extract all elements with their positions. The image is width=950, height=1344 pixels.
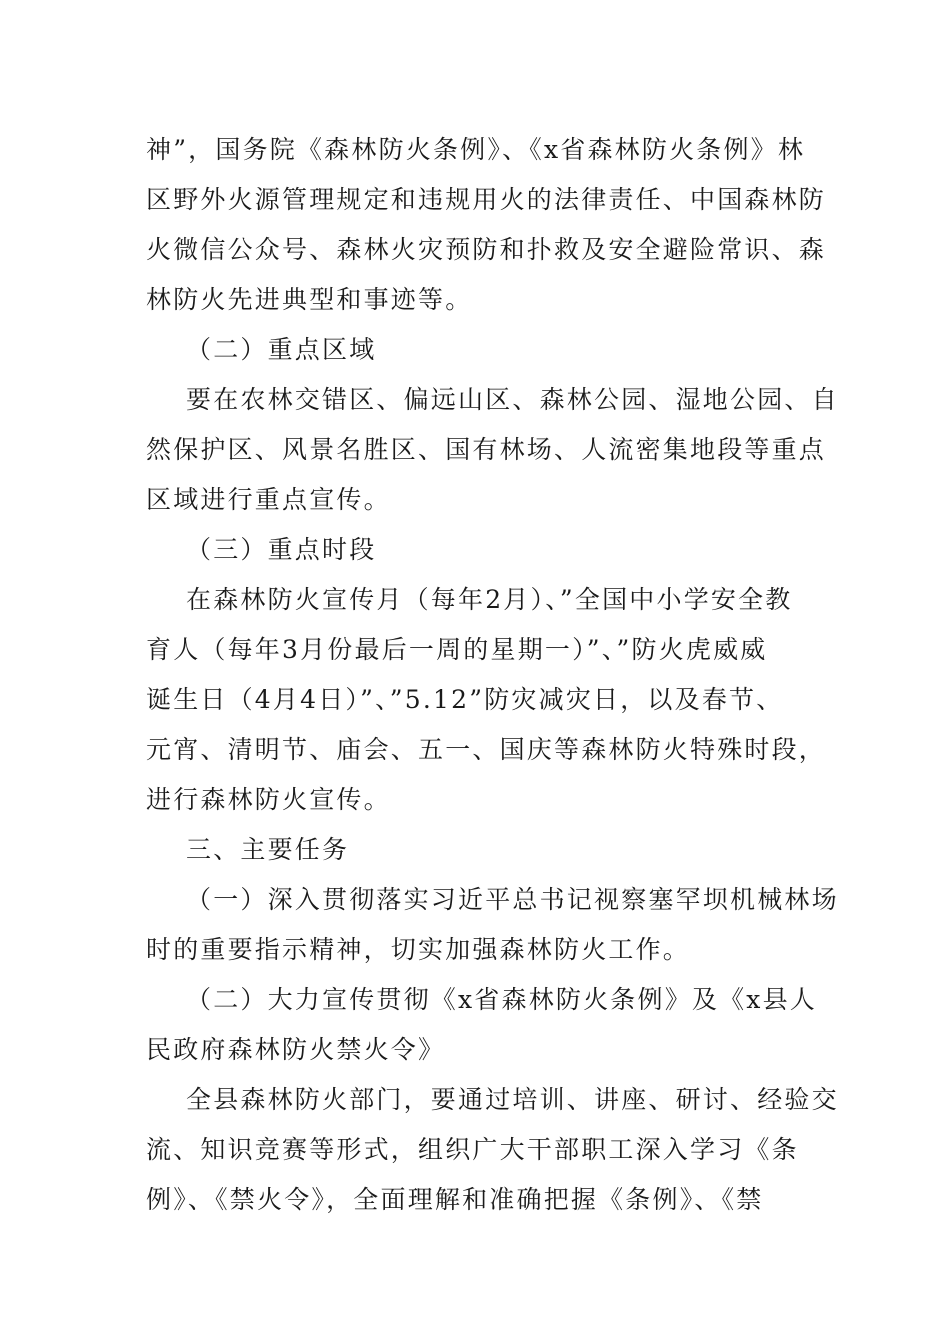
body-text-line: 流、知识竞赛等形式，组织广大干部职工深入学习《条 xyxy=(146,1135,799,1164)
body-text-line: 诞生日（4月4日）”、”5.12”防灾减灾日，以及春节、 xyxy=(146,685,784,714)
body-text-line: 林防火先进典型和事迹等。 xyxy=(146,285,473,314)
section-heading: （二）大力宣传贯彻《x省森林防火条例》及《x县人 xyxy=(186,985,818,1014)
section-heading: （三）重点时段 xyxy=(186,535,377,564)
body-text-line: 元宵、清明节、庙会、五一、国庆等森林防火特殊时段， xyxy=(146,735,827,764)
body-text-line: 火微信公众号、森林火灾预防和扑救及安全避险常识、森 xyxy=(146,235,827,264)
body-text-line: 区域进行重点宣传。 xyxy=(146,485,391,514)
body-text-line: 育人（每年3月份最后一周的星期一）”、”防火虎威威 xyxy=(146,635,768,664)
body-text-line: 例》、《禁火令》，全面理解和准确把握《条例》、《禁 xyxy=(146,1185,764,1214)
body-text-line: 民政府森林防火禁火令》 xyxy=(146,1035,446,1064)
body-text-line: 神”，国务院《森林防火条例》、《x省森林防火条例》林 xyxy=(146,135,806,164)
section-heading: （一）深入贯彻落实习近平总书记视察塞罕坝机械林场 xyxy=(186,885,839,914)
body-text-line: 要在农林交错区、偏远山区、森林公园、湿地公园、自 xyxy=(186,385,839,414)
body-text-line: 在森林防火宣传月（每年2月）、”全国中小学安全教 xyxy=(186,585,793,614)
body-text-line: 进行森林防火宣传。 xyxy=(146,785,391,814)
body-text-line: 时的重要指示精神，切实加强森林防火工作。 xyxy=(146,935,691,964)
section-heading: （二）重点区域 xyxy=(186,335,377,364)
body-text-line: 然保护区、风景名胜区、国有林场、人流密集地段等重点 xyxy=(146,435,827,464)
body-text-line: 区野外火源管理规定和违规用火的法律责任、中国森林防 xyxy=(146,185,827,214)
body-text-line: 全县森林防火部门，要通过培训、讲座、研讨、经验交 xyxy=(186,1085,839,1114)
chapter-heading: 三、主要任务 xyxy=(186,835,350,864)
